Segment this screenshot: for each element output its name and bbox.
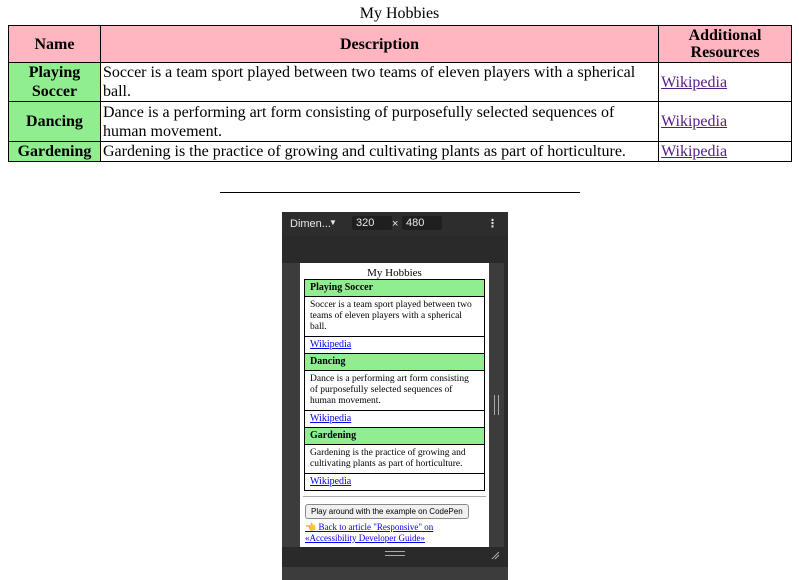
resource-cell [659,142,792,162]
resource-cell [659,63,792,102]
main-caption: My Hobbies [359,5,440,22]
pointing-hand-icon: 👈 [305,522,317,532]
wikipedia-link[interactable]: Wikipedia [661,113,728,130]
bottom-resize-bar [282,547,508,567]
column-header-description: Description [100,26,658,63]
preview-list [304,279,485,491]
preview-item-link-cell [305,337,484,354]
preview-viewport [300,263,489,547]
preview-item-name: Dancing [305,354,484,371]
device-emulator [282,212,508,580]
times-label: × [392,218,399,230]
row-header: Gardening [9,142,101,162]
preview-caption: My Hobbies [367,267,422,279]
more-options-icon[interactable]: ⋮ [487,218,498,230]
column-header-name: Name [9,26,101,63]
side-resize-handle-icon[interactable] [494,395,499,415]
codepen-button[interactable]: Play around with the example on CodePen [305,504,469,519]
wikipedia-link[interactable]: Wikipedia [310,476,352,487]
description-cell: Dance is a performing art form consisting of purposefully selected sequences of human movement. [100,102,658,142]
preview-item-name: Playing Soccer [305,280,484,297]
device-select[interactable]: Dimen... [290,218,331,230]
preview-item-link-cell [305,411,484,428]
table-row [9,142,792,162]
bottom-resize-handle-icon[interactable] [385,551,405,556]
caret-down-icon[interactable]: ▼ [329,218,337,227]
emulator-footer [282,567,508,580]
wikipedia-link[interactable]: Wikipedia [310,413,352,424]
row-header: Dancing [9,102,101,142]
width-input[interactable]: 320 [352,216,392,230]
column-header-resources: Additional Resources [659,26,792,63]
preview-item-description: Soccer is a team sport played between two teams of eleven players with a spherical ball. [305,297,484,337]
preview-separator [303,496,486,497]
separator [220,192,580,193]
preview-item-description: Gardening is the practice of growing and cultivating plants as part of horticulture. [305,445,484,474]
height-input[interactable]: 480 [402,216,442,230]
description-cell: Soccer is a team sport played between two teams of eleven players with a spherical ball. [100,63,658,102]
back-link-text: Back to article "Responsive" on «Accessibility Developer Guide» [305,522,434,543]
wikipedia-link[interactable]: Wikipedia [310,339,352,350]
back-to-article-link[interactable] [305,522,484,544]
wikipedia-link[interactable]: Wikipedia [661,73,728,91]
ruler-bar [282,236,508,263]
preview-item-name: Gardening [305,428,484,445]
devtools-toolbar [282,212,508,236]
right-resize-strip [504,263,508,547]
resource-cell [659,102,792,142]
row-header: Playing Soccer [9,63,101,102]
table-row [9,63,792,102]
wikipedia-link[interactable]: Wikipedia [661,143,728,160]
description-cell: Gardening is the practice of growing and cultivating plants as part of horticulture. [100,142,658,162]
preview-item-link-cell [305,474,484,490]
preview-item-description: Dance is a performing art form consisting of purposefully selected sequences of human movement. [305,371,484,411]
corner-resize-icon[interactable] [490,550,500,560]
table-row [9,102,792,142]
hobbies-table [8,25,792,162]
